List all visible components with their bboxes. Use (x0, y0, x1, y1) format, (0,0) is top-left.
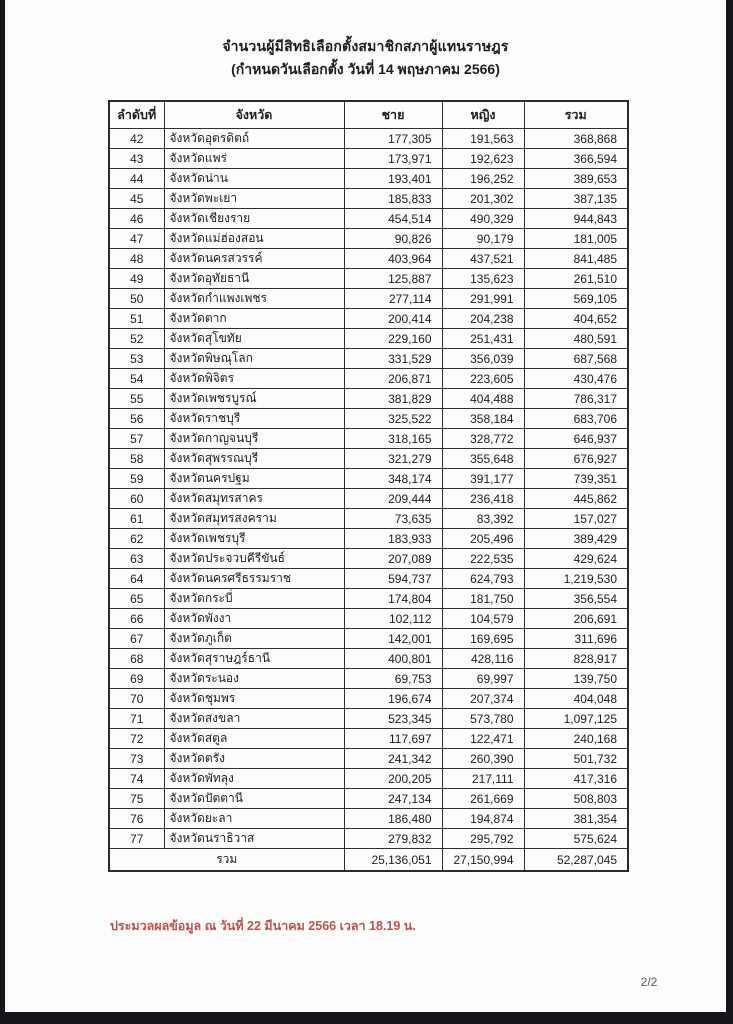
female-count-cell: 181,750 (442, 589, 524, 609)
male-count-cell: 325,522 (344, 409, 442, 429)
female-count-cell: 260,390 (442, 749, 524, 769)
table-row (109, 529, 628, 549)
male-count-cell: 200,414 (344, 309, 442, 329)
row-number-cell: 59 (109, 469, 164, 489)
total-count-cell: 480,591 (524, 329, 628, 349)
male-count-cell: 117,697 (344, 729, 442, 749)
total-count-cell: 683,706 (524, 409, 628, 429)
total-female-value: 27,150,994 (442, 849, 524, 872)
total-count-cell: 139,750 (524, 669, 628, 689)
column-header-female: หญิง (442, 101, 524, 129)
province-cell: จังหวัดเชียงราย (164, 209, 344, 229)
row-number-cell: 68 (109, 649, 164, 669)
table-row (109, 689, 628, 709)
total-count-cell: 786,317 (524, 389, 628, 409)
province-cell: จังหวัดตาก (164, 309, 344, 329)
row-number-cell: 69 (109, 669, 164, 689)
total-count-cell: 501,732 (524, 749, 628, 769)
table-row (109, 489, 628, 509)
total-count-cell: 261,510 (524, 269, 628, 289)
table-row (109, 549, 628, 569)
row-number-cell: 73 (109, 749, 164, 769)
male-count-cell: 207,089 (344, 549, 442, 569)
female-count-cell: 356,039 (442, 349, 524, 369)
row-number-cell: 60 (109, 489, 164, 509)
province-cell: จังหวัดแม่ฮ่องสอน (164, 229, 344, 249)
total-sum-value: 52,287,045 (524, 849, 628, 872)
table-row (109, 129, 628, 149)
male-count-cell: 206,871 (344, 369, 442, 389)
row-number-cell: 58 (109, 449, 164, 469)
total-count-cell: 575,624 (524, 829, 628, 849)
male-count-cell: 102,112 (344, 609, 442, 629)
male-count-cell: 209,444 (344, 489, 442, 509)
table-row (109, 189, 628, 209)
female-count-cell: 90,179 (442, 229, 524, 249)
female-count-cell: 328,772 (442, 429, 524, 449)
female-count-cell: 205,496 (442, 529, 524, 549)
column-header-male: ชาย (344, 101, 442, 129)
province-cell: จังหวัดระนอง (164, 669, 344, 689)
province-cell: จังหวัดกำแพงเพชร (164, 289, 344, 309)
table-row (109, 829, 628, 849)
table-total-row (109, 849, 628, 872)
table-row (109, 329, 628, 349)
table-row (109, 429, 628, 449)
female-count-cell: 201,302 (442, 189, 524, 209)
province-cell: จังหวัดพิจิตร (164, 369, 344, 389)
page-number: 2/2 (640, 975, 658, 989)
total-count-cell: 445,862 (524, 489, 628, 509)
total-count-cell: 368,868 (524, 129, 628, 149)
province-cell: จังหวัดยะลา (164, 809, 344, 829)
row-number-cell: 43 (109, 149, 164, 169)
male-count-cell: 177,305 (344, 129, 442, 149)
female-count-cell: 428,116 (442, 649, 524, 669)
row-number-cell: 64 (109, 569, 164, 589)
female-count-cell: 251,431 (442, 329, 524, 349)
total-count-cell: 387,135 (524, 189, 628, 209)
province-cell: จังหวัดเพชรบูรณ์ (164, 389, 344, 409)
row-number-cell: 72 (109, 729, 164, 749)
table-row (109, 629, 628, 649)
male-count-cell: 183,933 (344, 529, 442, 549)
table-row (109, 149, 628, 169)
female-count-cell: 69,997 (442, 669, 524, 689)
male-count-cell: 523,345 (344, 709, 442, 729)
row-number-cell: 77 (109, 829, 164, 849)
male-count-cell: 454,514 (344, 209, 442, 229)
male-count-cell: 186,480 (344, 809, 442, 829)
province-cell: จังหวัดนครสวรรค์ (164, 249, 344, 269)
female-count-cell: 358,184 (442, 409, 524, 429)
row-number-cell: 47 (109, 229, 164, 249)
female-count-cell: 391,177 (442, 469, 524, 489)
row-number-cell: 44 (109, 169, 164, 189)
viewer-bottom-edge (0, 1012, 733, 1024)
table-row (109, 749, 628, 769)
row-number-cell: 67 (109, 629, 164, 649)
province-cell: จังหวัดกระบี่ (164, 589, 344, 609)
column-header-total: รวม (524, 101, 628, 129)
row-number-cell: 70 (109, 689, 164, 709)
table-row (109, 609, 628, 629)
province-cell: จังหวัดพัทลุง (164, 769, 344, 789)
male-count-cell: 69,753 (344, 669, 442, 689)
male-count-cell: 594,737 (344, 569, 442, 589)
total-count-cell: 389,429 (524, 529, 628, 549)
row-number-cell: 46 (109, 209, 164, 229)
row-number-cell: 49 (109, 269, 164, 289)
total-count-cell: 381,354 (524, 809, 628, 829)
male-count-cell: 247,134 (344, 789, 442, 809)
female-count-cell: 194,874 (442, 809, 524, 829)
female-count-cell: 83,392 (442, 509, 524, 529)
table-row (109, 249, 628, 269)
male-count-cell: 142,001 (344, 629, 442, 649)
table-row (109, 509, 628, 529)
female-count-cell: 207,374 (442, 689, 524, 709)
total-count-cell: 206,691 (524, 609, 628, 629)
page-title: จำนวนผู้มีสิทธิเลือกตั้งสมาชิกสภาผู้แทนราษฎร (222, 38, 509, 54)
table-row (109, 209, 628, 229)
province-cell: จังหวัดน่าน (164, 169, 344, 189)
table-row (109, 369, 628, 389)
province-cell: จังหวัดภูเก็ต (164, 629, 344, 649)
female-count-cell: 196,252 (442, 169, 524, 189)
province-cell: จังหวัดแพร่ (164, 149, 344, 169)
row-number-cell: 62 (109, 529, 164, 549)
total-count-cell: 687,568 (524, 349, 628, 369)
male-count-cell: 173,971 (344, 149, 442, 169)
province-cell: จังหวัดสมุทรสงคราม (164, 509, 344, 529)
province-cell: จังหวัดอุทัยธานี (164, 269, 344, 289)
province-cell: จังหวัดสงขลา (164, 709, 344, 729)
total-count-cell: 181,005 (524, 229, 628, 249)
total-label: รวม (109, 849, 344, 872)
province-cell: จังหวัดประจวบคีรีขันธ์ (164, 549, 344, 569)
row-number-cell: 57 (109, 429, 164, 449)
province-cell: จังหวัดนครปฐม (164, 469, 344, 489)
table-row (109, 349, 628, 369)
male-count-cell: 279,832 (344, 829, 442, 849)
male-count-cell: 200,205 (344, 769, 442, 789)
row-number-cell: 52 (109, 329, 164, 349)
female-count-cell: 295,792 (442, 829, 524, 849)
province-cell: จังหวัดพังงา (164, 609, 344, 629)
total-male-value: 25,136,051 (344, 849, 442, 872)
table-body (109, 129, 628, 849)
table-row (109, 389, 628, 409)
table-row (109, 709, 628, 729)
table-row (109, 289, 628, 309)
table-row (109, 569, 628, 589)
province-cell: จังหวัดสตูล (164, 729, 344, 749)
male-count-cell: 318,165 (344, 429, 442, 449)
row-number-cell: 45 (109, 189, 164, 209)
male-count-cell: 125,887 (344, 269, 442, 289)
male-count-cell: 185,833 (344, 189, 442, 209)
female-count-cell: 169,695 (442, 629, 524, 649)
province-cell: จังหวัดนครศรีธรรมราช (164, 569, 344, 589)
female-count-cell: 404,488 (442, 389, 524, 409)
row-number-cell: 65 (109, 589, 164, 609)
province-cell: จังหวัดปัตตานี (164, 789, 344, 809)
row-number-cell: 61 (109, 509, 164, 529)
female-count-cell: 192,623 (442, 149, 524, 169)
female-count-cell: 217,111 (442, 769, 524, 789)
voter-count-table (108, 100, 629, 872)
table-row (109, 669, 628, 689)
total-count-cell: 311,696 (524, 629, 628, 649)
row-number-cell: 54 (109, 369, 164, 389)
province-cell: จังหวัดเพชรบุรี (164, 529, 344, 549)
table-row (109, 409, 628, 429)
table-row (109, 729, 628, 749)
province-cell: จังหวัดอุตรดิตถ์ (164, 129, 344, 149)
male-count-cell: 400,801 (344, 649, 442, 669)
male-count-cell: 348,174 (344, 469, 442, 489)
row-number-cell: 50 (109, 289, 164, 309)
column-header-province: จังหวัด (164, 101, 344, 129)
page-subtitle: (กำหนดวันเลือกตั้ง วันที่ 14 พฤษภาคม 2566) (231, 61, 500, 77)
total-count-cell: 841,485 (524, 249, 628, 269)
total-count-cell: 366,594 (524, 149, 628, 169)
viewer-right-edge (726, 0, 733, 1024)
table-header-row (109, 101, 628, 129)
column-header-no: ลำดับที่ (109, 101, 164, 129)
total-count-cell: 157,027 (524, 509, 628, 529)
total-count-cell: 569,105 (524, 289, 628, 309)
female-count-cell: 573,780 (442, 709, 524, 729)
total-count-cell: 828,917 (524, 649, 628, 669)
male-count-cell: 321,279 (344, 449, 442, 469)
row-number-cell: 51 (109, 309, 164, 329)
male-count-cell: 277,114 (344, 289, 442, 309)
male-count-cell: 193,401 (344, 169, 442, 189)
total-count-cell: 944,843 (524, 209, 628, 229)
total-count-cell: 739,351 (524, 469, 628, 489)
female-count-cell: 355,648 (442, 449, 524, 469)
female-count-cell: 437,521 (442, 249, 524, 269)
female-count-cell: 122,471 (442, 729, 524, 749)
province-cell: จังหวัดพะเยา (164, 189, 344, 209)
total-count-cell: 508,803 (524, 789, 628, 809)
female-count-cell: 490,329 (442, 209, 524, 229)
table-row (109, 589, 628, 609)
row-number-cell: 48 (109, 249, 164, 269)
male-count-cell: 381,829 (344, 389, 442, 409)
row-number-cell: 74 (109, 769, 164, 789)
processing-note: ประมวลผลข้อมูล ณ วันที่ 22 มีนาคม 2566 เวลา 18.19 น. (110, 919, 416, 933)
total-count-cell: 389,653 (524, 169, 628, 189)
table-row (109, 469, 628, 489)
total-count-cell: 356,554 (524, 589, 628, 609)
table-row (109, 169, 628, 189)
male-count-cell: 196,674 (344, 689, 442, 709)
table-row (109, 789, 628, 809)
total-count-cell: 676,927 (524, 449, 628, 469)
province-cell: จังหวัดสุพรรณบุรี (164, 449, 344, 469)
table-row (109, 649, 628, 669)
row-number-cell: 55 (109, 389, 164, 409)
row-number-cell: 42 (109, 129, 164, 149)
province-cell: จังหวัดกาญจนบุรี (164, 429, 344, 449)
male-count-cell: 241,342 (344, 749, 442, 769)
row-number-cell: 71 (109, 709, 164, 729)
province-cell: จังหวัดนราธิวาส (164, 829, 344, 849)
province-cell: จังหวัดสุราษฎร์ธานี (164, 649, 344, 669)
female-count-cell: 236,418 (442, 489, 524, 509)
table-row (109, 229, 628, 249)
total-count-cell: 430,476 (524, 369, 628, 389)
female-count-cell: 291,991 (442, 289, 524, 309)
female-count-cell: 191,563 (442, 129, 524, 149)
female-count-cell: 204,238 (442, 309, 524, 329)
table-row (109, 809, 628, 829)
female-count-cell: 624,793 (442, 569, 524, 589)
province-cell: จังหวัดสมุทรสาคร (164, 489, 344, 509)
total-count-cell: 1,219,530 (524, 569, 628, 589)
male-count-cell: 90,826 (344, 229, 442, 249)
province-cell: จังหวัดราชบุรี (164, 409, 344, 429)
total-count-cell: 417,316 (524, 769, 628, 789)
row-number-cell: 63 (109, 549, 164, 569)
male-count-cell: 403,964 (344, 249, 442, 269)
total-count-cell: 404,652 (524, 309, 628, 329)
male-count-cell: 73,635 (344, 509, 442, 529)
female-count-cell: 261,669 (442, 789, 524, 809)
province-cell: จังหวัดสุโขทัย (164, 329, 344, 349)
table-row (109, 309, 628, 329)
province-cell: จังหวัดตรัง (164, 749, 344, 769)
male-count-cell: 174,804 (344, 589, 442, 609)
total-count-cell: 1,097,125 (524, 709, 628, 729)
female-count-cell: 135,623 (442, 269, 524, 289)
male-count-cell: 229,160 (344, 329, 442, 349)
table-row (109, 449, 628, 469)
female-count-cell: 104,579 (442, 609, 524, 629)
row-number-cell: 56 (109, 409, 164, 429)
female-count-cell: 223,605 (442, 369, 524, 389)
table-row (109, 769, 628, 789)
total-count-cell: 646,937 (524, 429, 628, 449)
total-count-cell: 240,168 (524, 729, 628, 749)
province-cell: จังหวัดพิษณุโลก (164, 349, 344, 369)
document-page (5, 0, 726, 1012)
female-count-cell: 222,535 (442, 549, 524, 569)
row-number-cell: 75 (109, 789, 164, 809)
total-count-cell: 429,624 (524, 549, 628, 569)
row-number-cell: 53 (109, 349, 164, 369)
male-count-cell: 331,529 (344, 349, 442, 369)
province-cell: จังหวัดชุมพร (164, 689, 344, 709)
total-count-cell: 404,048 (524, 689, 628, 709)
row-number-cell: 66 (109, 609, 164, 629)
table-row (109, 269, 628, 289)
row-number-cell: 76 (109, 809, 164, 829)
